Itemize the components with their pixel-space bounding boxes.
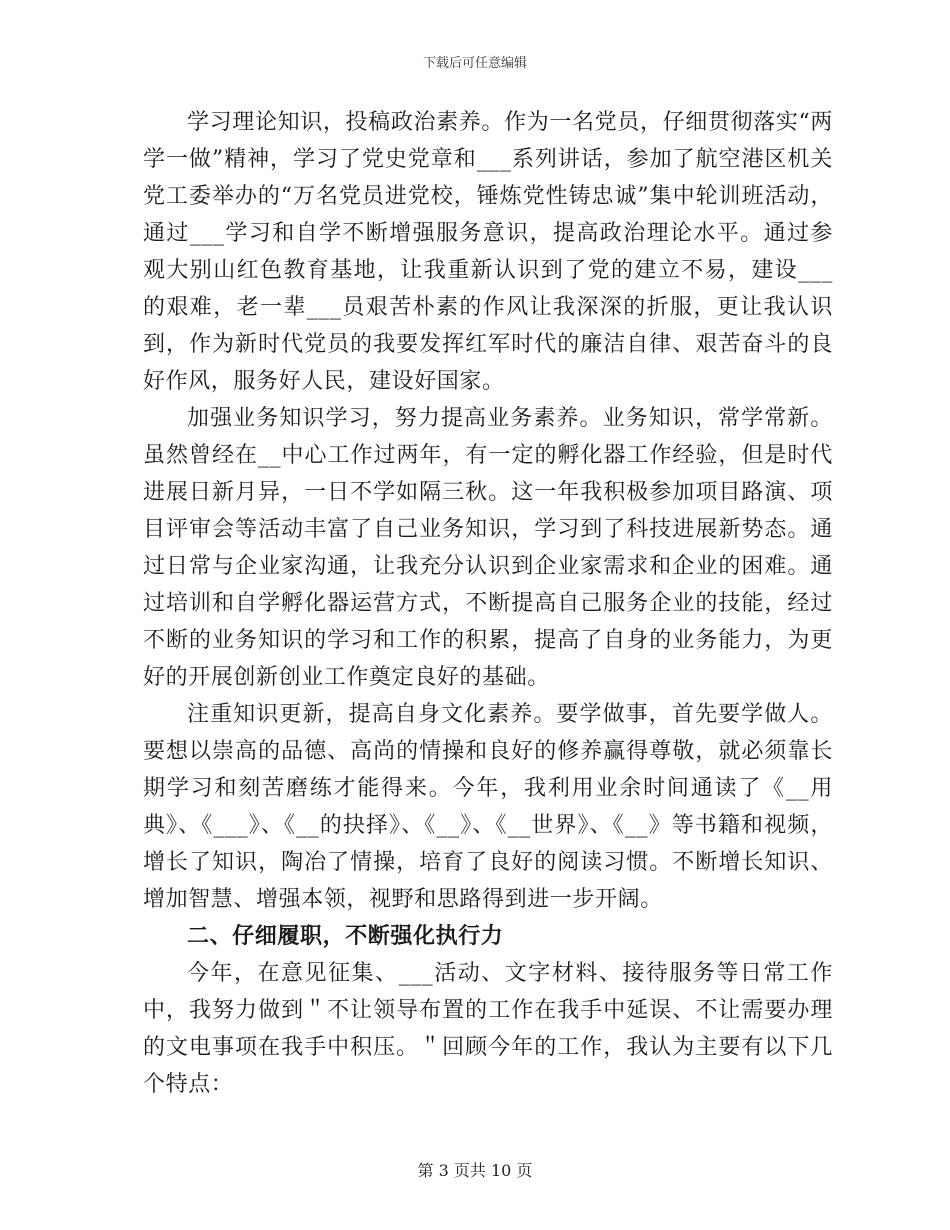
section-heading: 二、仔细履职，不断强化执行力: [187, 924, 504, 949]
page-header: 下载后可任意编辑: [422, 56, 527, 71]
paragraph-business-study: 加强业务知识学习，努力提高业务素养。业务知识，常学常新。虽然曾经在__中心工作过两年，有一定的孵化器工作经验，但是时代进展日新月异，一日不学如隔三秋。这一年我积极参加项目路演、项目评审会等活动丰富了自己业务知识，学习到了科技进展新势态。通过日常与企业家沟通，让我充分认识到企业家需求和企业的困难。通过培训和自学孵化器运营方式，不断提高自己服务企业的技能，经过不断的业务知识的学习和工作的积累，提高了自身的业务能力，为更好的开展创新创业工作奠定良好的基础。: [143, 406, 833, 690]
page-number: 第 3 页共 10 页: [417, 1161, 533, 1180]
paragraph-duty-performance: 今年，在意见征集、___活动、文字材料、接待服务等日常工作中，我努力做到＂不让领导布置的工作在我手中延误、不让需要办理的文电事项在我手中积压。＂回顾今年的工作，我认为主要有以下几个特点：: [143, 961, 833, 1097]
paragraph-knowledge-update: 注重知识更新，提高自身文化素养。要学做事，首先要学做人。要想以崇高的品德、高尚的情操和良好的修养赢得尊敬，就必须靠长期学习和刻苦磨练才能得来。今年，我利用业余时间通读了《__用典》、《___》、《__的抉择》、《__》、《__世界》、《__》等书籍和视频，增长了知识，陶冶了情操，培育了良好的阅读习惯。不断增长知识、增加智慧、增强本领，视野和思路得到进一步开阔。: [143, 702, 833, 912]
paragraph-political-study: 学习理论知识，投稿政治素养。作为一名党员，仔细贯彻落实“两学一做”精神，学习了党史党章和___系列讲话，参加了航空港区机关党工委举办的“万名党员进党校，锤炼党性铸忠诚”集中轮训班活动，通过___学习和自学不断增强服务意识，提高政治理论水平。通过参观大别山红色教育基地，让我重新认识到了党的建立不易，建设___的艰难，老一辈___员艰苦朴素的作风让我深深的折服，更让我认识到，作为新时代党员的我要发挥红军时代的廉洁自律、艰苦奋斗的良好作风，服务好人民，建设好国家。: [143, 110, 833, 394]
document-body: [143, 104, 833, 1103]
